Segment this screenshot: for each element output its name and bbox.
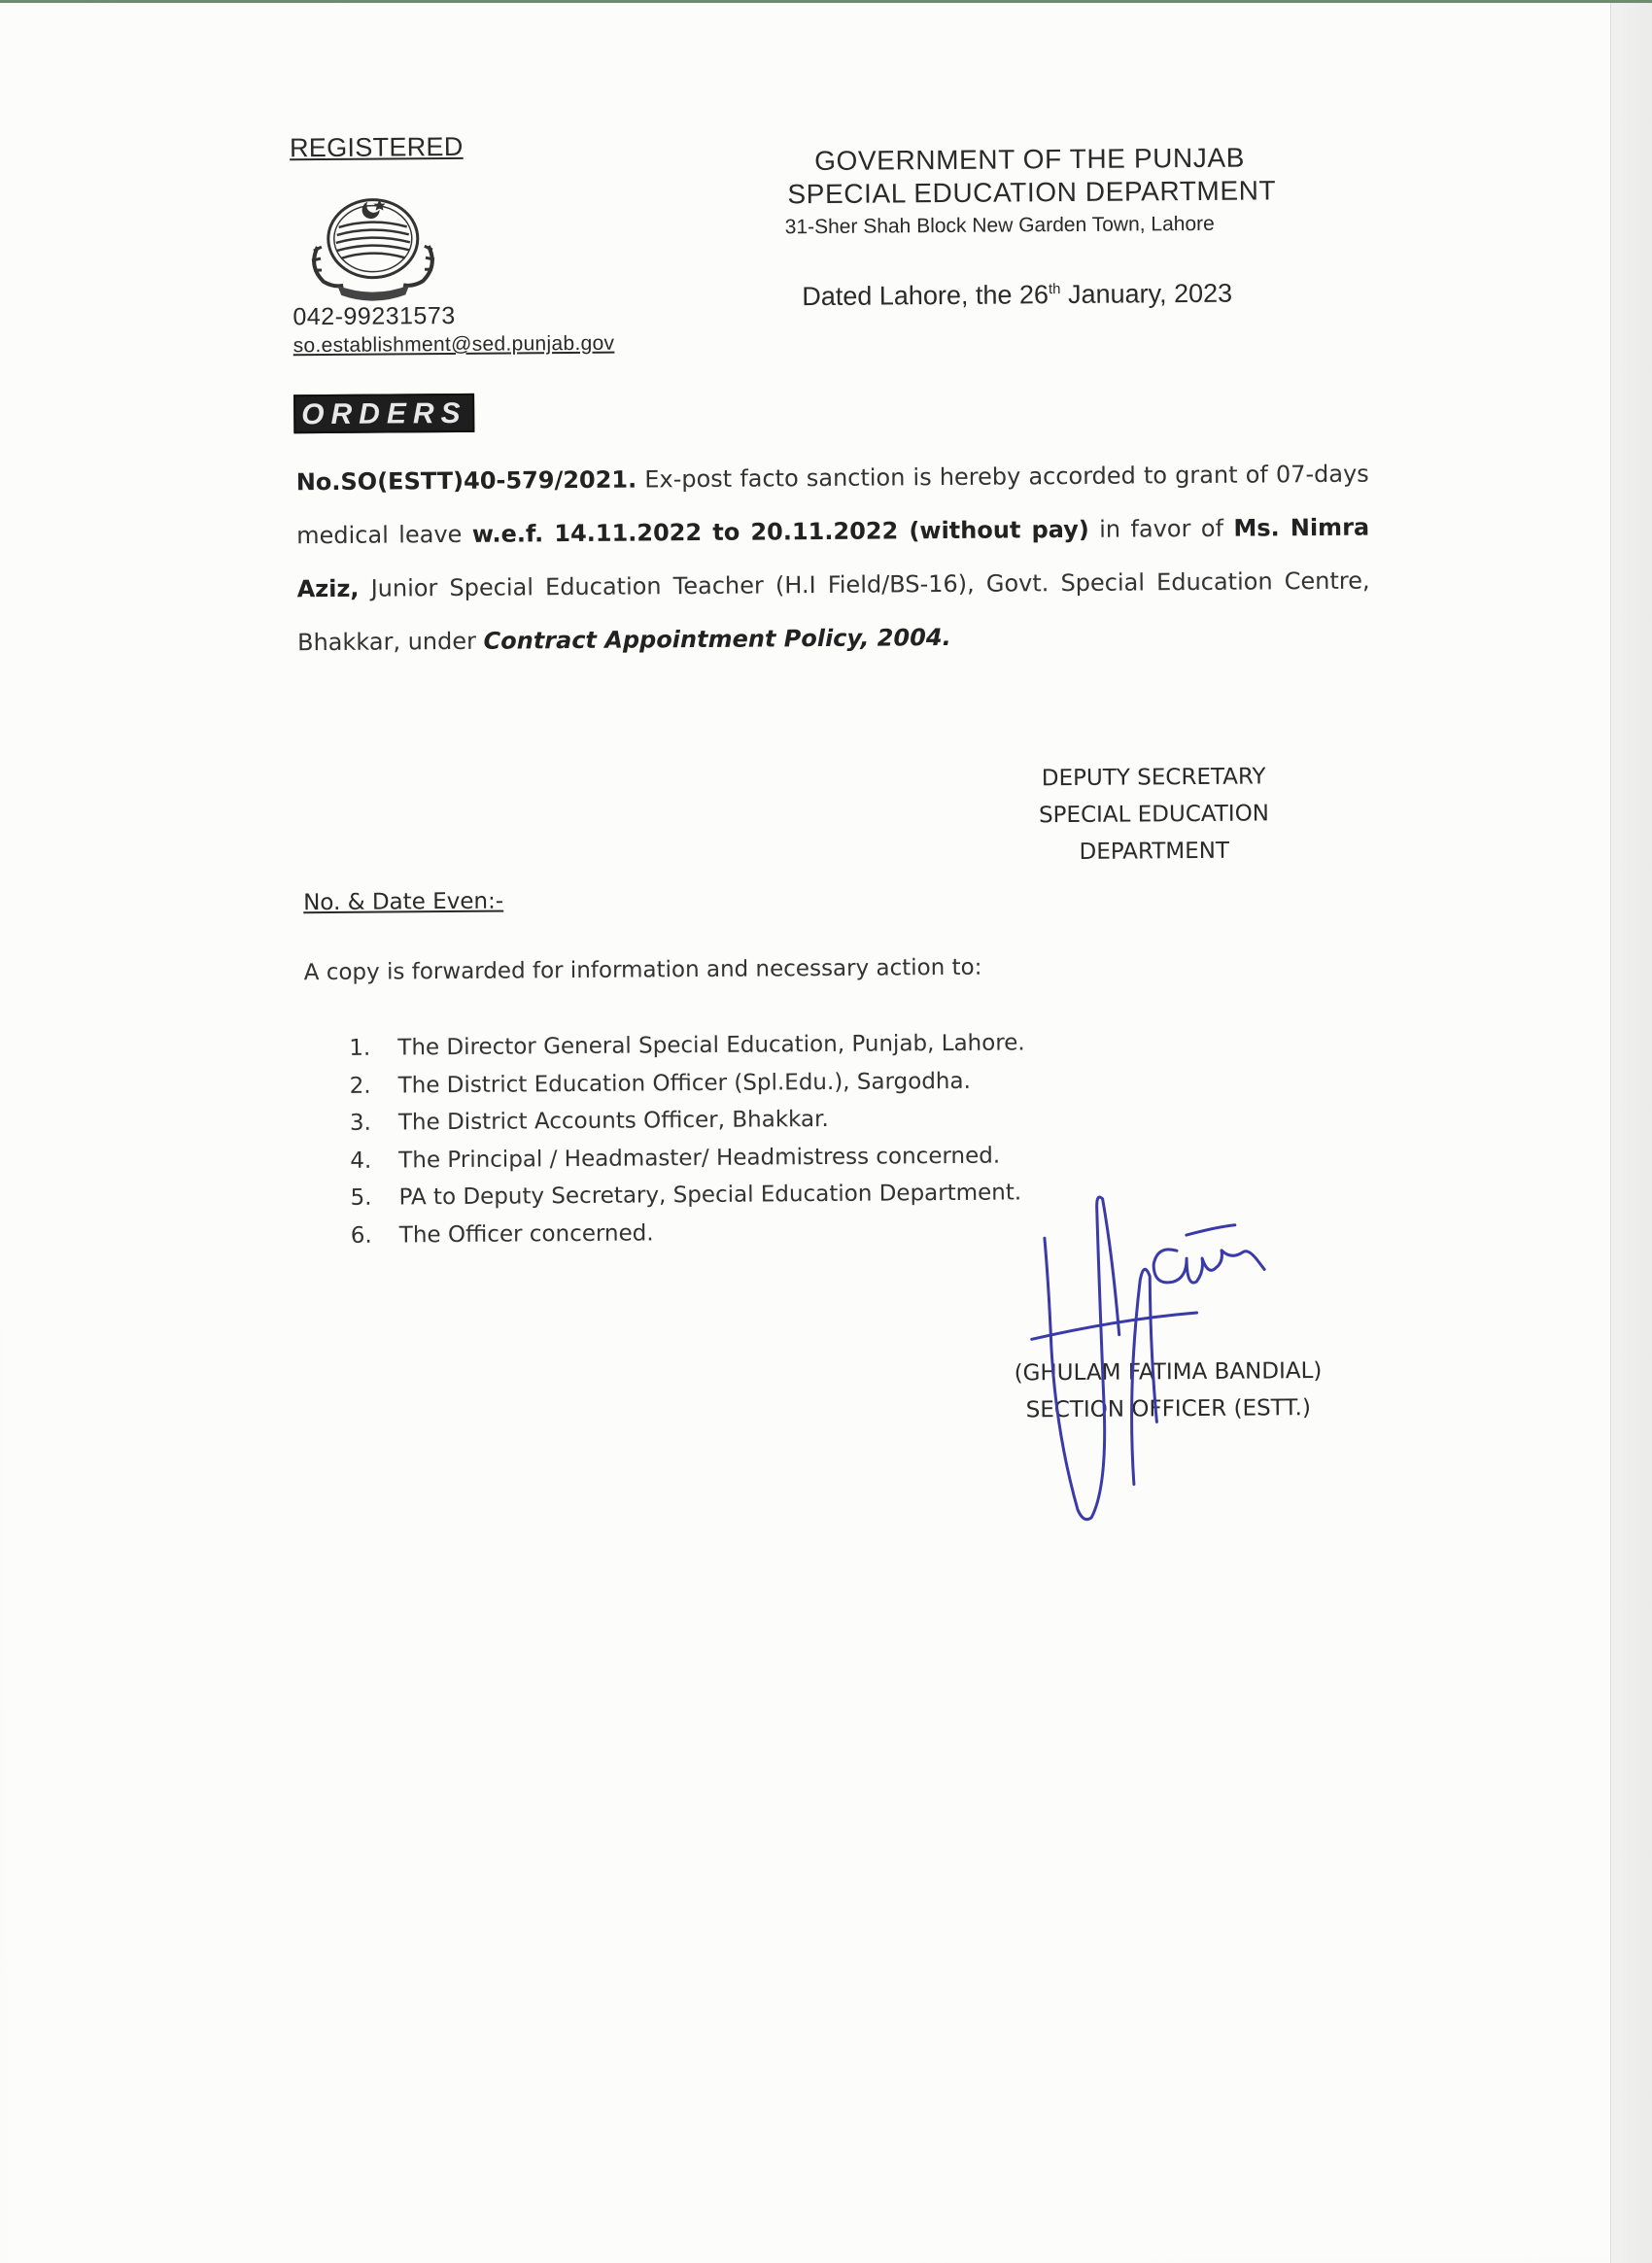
date-prefix: Dated Lahore, the 26 [802, 280, 1050, 312]
list-item-number: 3. [349, 1110, 372, 1136]
phone-number: 042-99231573 [293, 301, 456, 331]
list-item-text: PA to Deputy Secretary, Special Education Department. [398, 1180, 1022, 1211]
order-text-2: in favor of [1088, 514, 1234, 543]
employee-name: Ms. Nimra Aziz, [296, 513, 1370, 603]
list-item-number: 1. [349, 1035, 371, 1061]
deputy-line-1: DEPUTY SECRETARY [1041, 764, 1266, 792]
government-title: GOVERNMENT OF THE PUNJAB [814, 142, 1246, 177]
leave-period: w.e.f. 14.11.2022 to 20.11.2022 (without pay) [471, 515, 1089, 548]
order-text-3: Junior Special Education Teacher (H.I Field/BS-16), Govt. Special Education Centre, Bhakkar, under [296, 566, 1370, 657]
even-date-label: No. & Date Even:- [303, 888, 504, 916]
email-address: so.establishment@sed.punjab.gov [293, 331, 615, 358]
recipient-list [349, 1024, 1026, 1253]
date-line [802, 279, 1232, 312]
list-item [351, 1212, 1027, 1254]
officer-title: SECTION OFFICER (ESTT.) [1025, 1395, 1311, 1423]
list-item-number: 4. [350, 1148, 372, 1174]
list-item-number: 5. [350, 1184, 372, 1211]
officer-name: (GHULAM FATIMA BANDIAL) [1014, 1358, 1323, 1387]
department-address: 31-Sher Shah Block New Garden Town, Lahore [784, 212, 1215, 239]
list-item-text: The District Accounts Officer, Bhakkar. [397, 1106, 829, 1136]
list-item [350, 1174, 1026, 1217]
order-text-1: Ex-post facto sanction is hereby accorded to grant of 07-days medical leave [296, 460, 1369, 550]
list-item [350, 1062, 1026, 1105]
registered-label: REGISTERED [289, 131, 464, 163]
order-number: No.SO(ESTT)40-579/2021. [295, 465, 637, 497]
forward-text: A copy is forwarded for information and necessary action to: [303, 954, 982, 986]
list-item-number: 2. [349, 1073, 371, 1099]
date-suffix-sup: th [1048, 281, 1061, 298]
list-item [350, 1137, 1026, 1180]
handwritten-signature-icon [1012, 1191, 1306, 1553]
deputy-line-2: SPECIAL EDUCATION [1038, 801, 1270, 829]
list-item [350, 1099, 1026, 1142]
deputy-line-3: DEPARTMENT [1079, 838, 1230, 865]
list-item-text: The Principal / Headmaster/ Headmistress concerned. [398, 1143, 1001, 1173]
list-item-text: The Officer concerned. [398, 1219, 654, 1248]
punjab-government-logo-icon [299, 178, 446, 303]
date-month-year: January, 2023 [1060, 278, 1233, 310]
list-item-number: 6. [350, 1222, 372, 1249]
orders-label: ORDERS [293, 394, 475, 433]
list-item-text: The Director General Special Education, Punjab, Lahore. [397, 1030, 1025, 1061]
deputy-secretary-block [1008, 758, 1300, 871]
order-paragraph [296, 448, 1371, 670]
scan-edge-shadow [1610, 0, 1652, 2263]
department-title: SPECIAL EDUCATION DEPARTMENT [787, 175, 1277, 210]
list-item-text: The District Education Officer (Spl.Edu.), Sargodha. [397, 1068, 971, 1098]
policy-name: Contract Appointment Policy, 2004. [483, 623, 951, 655]
scan-top-edge [0, 0, 1652, 3]
list-item [349, 1024, 1025, 1067]
